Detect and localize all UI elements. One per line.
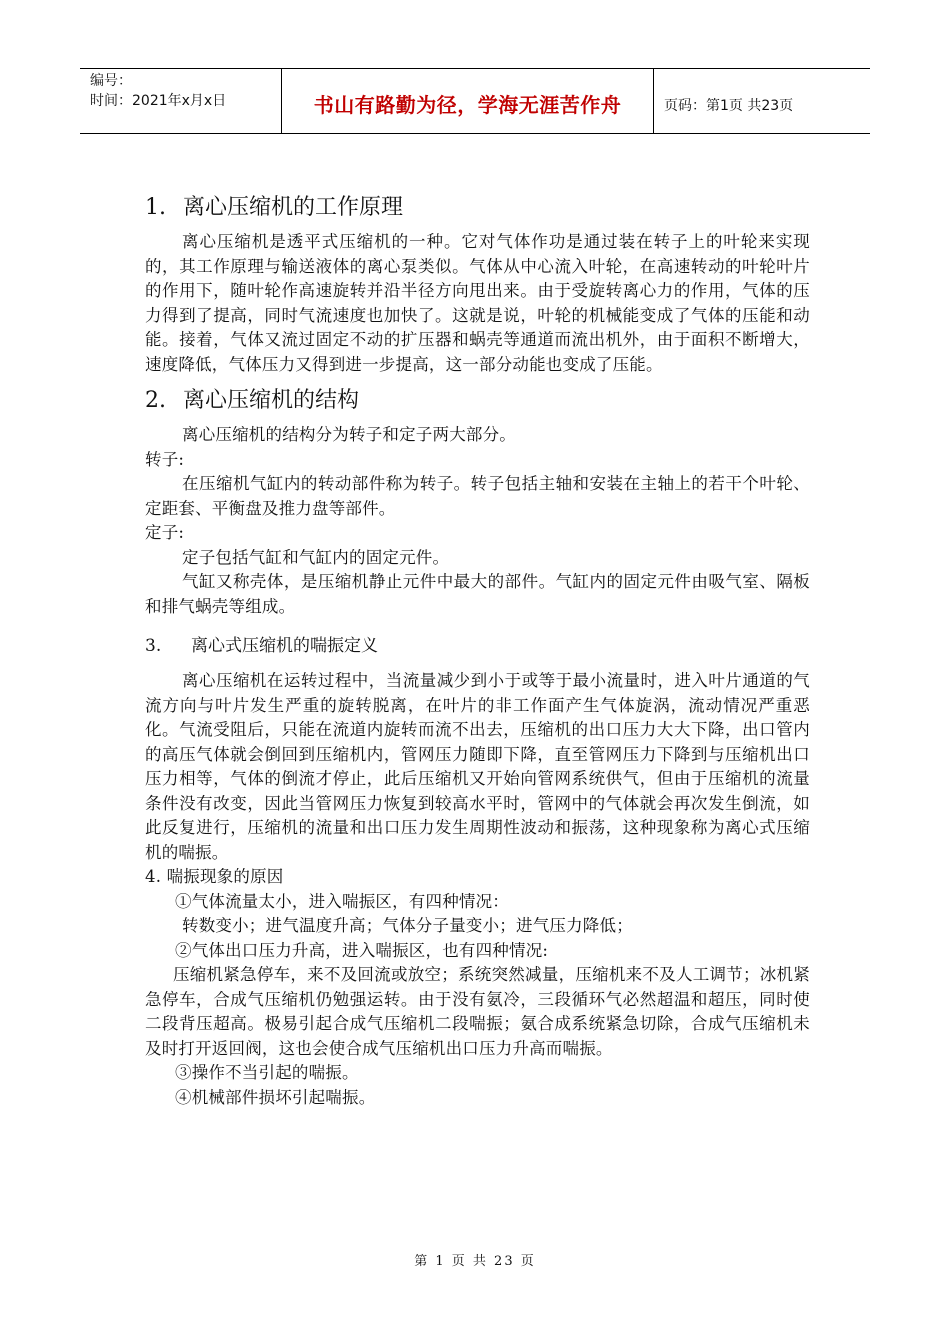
cause-item-4: ④机械部件损坏引起喘振。 (175, 1087, 376, 1107)
header-page-info: 页码：第1页 共23页 (664, 98, 794, 114)
cause-item-1: ①气体流量太小，进入喘振区，有四种情况： (175, 891, 509, 911)
document-time-label: 时间：2021年x月x日 (90, 93, 227, 109)
page-header (80, 68, 870, 134)
section-2-number: 2. (145, 388, 166, 413)
cause-item-3: ③操作不当引起的喘振。 (175, 1063, 359, 1082)
section-3-number: 3. (145, 636, 162, 656)
section-3-title: 离心式压缩机的喘振定义 (191, 636, 378, 656)
page-footer: 第 1 页 共 23 页 (414, 1254, 536, 1269)
section-4-heading: 4. 喘振现象的原因 (145, 867, 284, 886)
header-motto: 书山有路勤为径，学海无涯苦作舟 (313, 92, 622, 117)
cause-item-2-detail: 压缩机紧急停车，来不及回流或放空；系统突然减量，压缩机来不及人工调节；冰机紧急停车，合成气压缩机仍勉强运转。由于没有氨冷，三段循环气必然超温和超压，同时使二段背压超高。极易引起合成气压缩机二段喘振；氨合成系统紧急切除，合成气压缩机未及时打开返回阀，这也会使合成气压缩机出口压力升高而喘振。 (145, 965, 810, 1058)
document-body (145, 192, 810, 1110)
cause-item-2: ②气体出口压力升高，进入喘振区，也有四种情况: (175, 940, 549, 960)
stator-label: 定子: (145, 523, 185, 542)
section-2-intro: 离心压缩机的结构分为转子和定子两大部分。 (182, 425, 516, 444)
section-1-number: 1. (145, 195, 166, 220)
cause-item-1-detail: 转数变小；进气温度升高；气体分子量变小；进气压力降低； (182, 916, 633, 935)
casing-paragraph: 气缸又称壳体，是压缩机静止元件中最大的部件。气缸内的固定元件由吸气室、隔板和排气蜗壳等组成。 (145, 572, 810, 616)
section-1-paragraph: 离心压缩机是透平式压缩机的一种。它对气体作功是通过装在转子上的叶轮来实现的，其工作原理与输送液体的离心泵类似。气体从中心流入叶轮，在高速转动的叶轮叶片的作用下，随叶轮作高速旋转并沿半径方向甩出来。由于受旋转离心力的作用，气体的压力得到了提高，同时气流速度也加快了。这就是说，叶轮的机械能变成了气体的压能和动能。接着，气体又流过固定不动的扩压器和蜗壳等通道而流出机外，由于面积不断增大，速度降低，气体压力又得到进一步提高，这一部分动能也变成了压能。 (145, 232, 810, 374)
section-1-heading (145, 192, 810, 224)
section-2-heading (145, 385, 810, 417)
header-motto-cell (282, 69, 654, 133)
section-2-title: 离心压缩机的结构 (183, 388, 360, 413)
document-number-label: 编号： (90, 73, 132, 89)
section-3-heading (145, 633, 810, 659)
stator-paragraph: 定子包括气缸和气缸内的固定元件。 (182, 547, 450, 567)
header-meta (80, 69, 282, 133)
rotor-paragraph: 在压缩机气缸内的转动部件称为转子。转子包括主轴和安装在主轴上的若干个叶轮、定距套、平衡盘及推力盘等部件。 (145, 474, 810, 518)
section-1-title: 离心压缩机的工作原理 (183, 195, 404, 220)
rotor-label: 转子: (145, 449, 185, 469)
section-3-paragraph: 离心压缩机在运转过程中，当流量减少到小于或等于最小流量时，进入叶片通道的气流方向与叶片发生严重的旋转脱离，在叶片的非工作面产生气体旋涡，流动情况严重恶化。气流受阻后，只能在流道内旋转而流不出去，压缩机的出口压力大大下降，出口管内的高压气体就会倒回到压缩机内，管网压力随即下降，直至管网压力下降到与压缩机出口压力相等，气体的倒流才停止，此后压缩机又开始向管网系统供气，但由于压缩机的流量条件没有改变，因此当管网压力恢复到较高水平时，管网中的气体就会再次发生倒流，如此反复进行，压缩机的流量和出口压力发生周期性波动和振荡，这种现象称为离心式压缩机的喘振。 (145, 671, 810, 862)
